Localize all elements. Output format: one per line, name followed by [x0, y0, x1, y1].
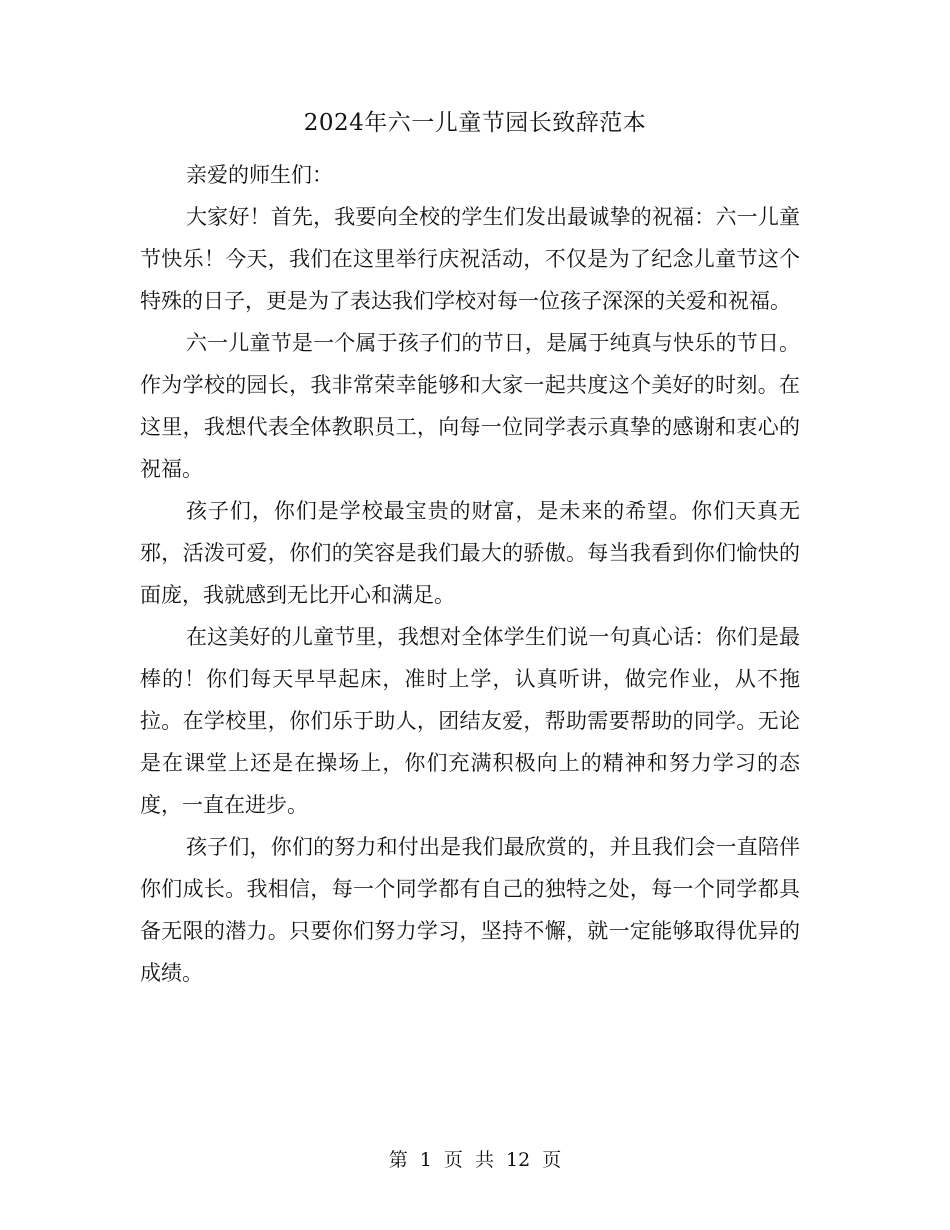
paragraph: 大家好！首先，我要向全校的学生们发出最诚挚的祝福：六一儿童节快乐！今天，我们在这里举行庆祝活动，不仅是为了纪念儿童节这个特殊的日子，更是为了表达我们学校对每一位孩子深深的关爱和祝福。	[140, 205, 800, 313]
paragraph: 孩子们，你们是学校最宝贵的财富，是未来的希望。你们天真无邪，活泼可爱，你们的笑容是我们最大的骄傲。每当我看到你们愉快的面庞，我就感到无比开心和满足。	[140, 499, 800, 607]
paragraph: 在这美好的儿童节里，我想对全体学生们说一句真心话：你们是最棒的！你们每天早早起床，准时上学，认真听讲，做完作业，从不拖拉。在学校里，你们乐于助人，团结友爱，帮助需要帮助的同学。无论是在课堂上还是在操场上，你们充满积极向上的精神和努力学习的态度，一直在进步。	[140, 625, 800, 817]
paragraph: 六一儿童节是一个属于孩子们的节日，是属于纯真与快乐的节日。作为学校的园长，我非常荣幸能够和大家一起共度这个美好的时刻。在这里，我想代表全体教职员工，向每一位同学表示真挚的感谢和衷心的祝福。	[140, 331, 800, 481]
greeting: 亲爱的师生们：	[186, 163, 333, 187]
document-body	[140, 154, 800, 994]
document-title: 2024年六一儿童节园长致辞范本	[303, 110, 647, 136]
page-number-footer: 第 1 页 共 12 页	[388, 1149, 562, 1171]
paragraph: 孩子们，你们的努力和付出是我们最欣赏的，并且我们会一直陪伴你们成长。我相信，每一个同学都有自己的独特之处，每一个同学都具备无限的潜力。只要你们努力学习，坚持不懈，就一定能够取得优异的成绩。	[140, 835, 800, 985]
